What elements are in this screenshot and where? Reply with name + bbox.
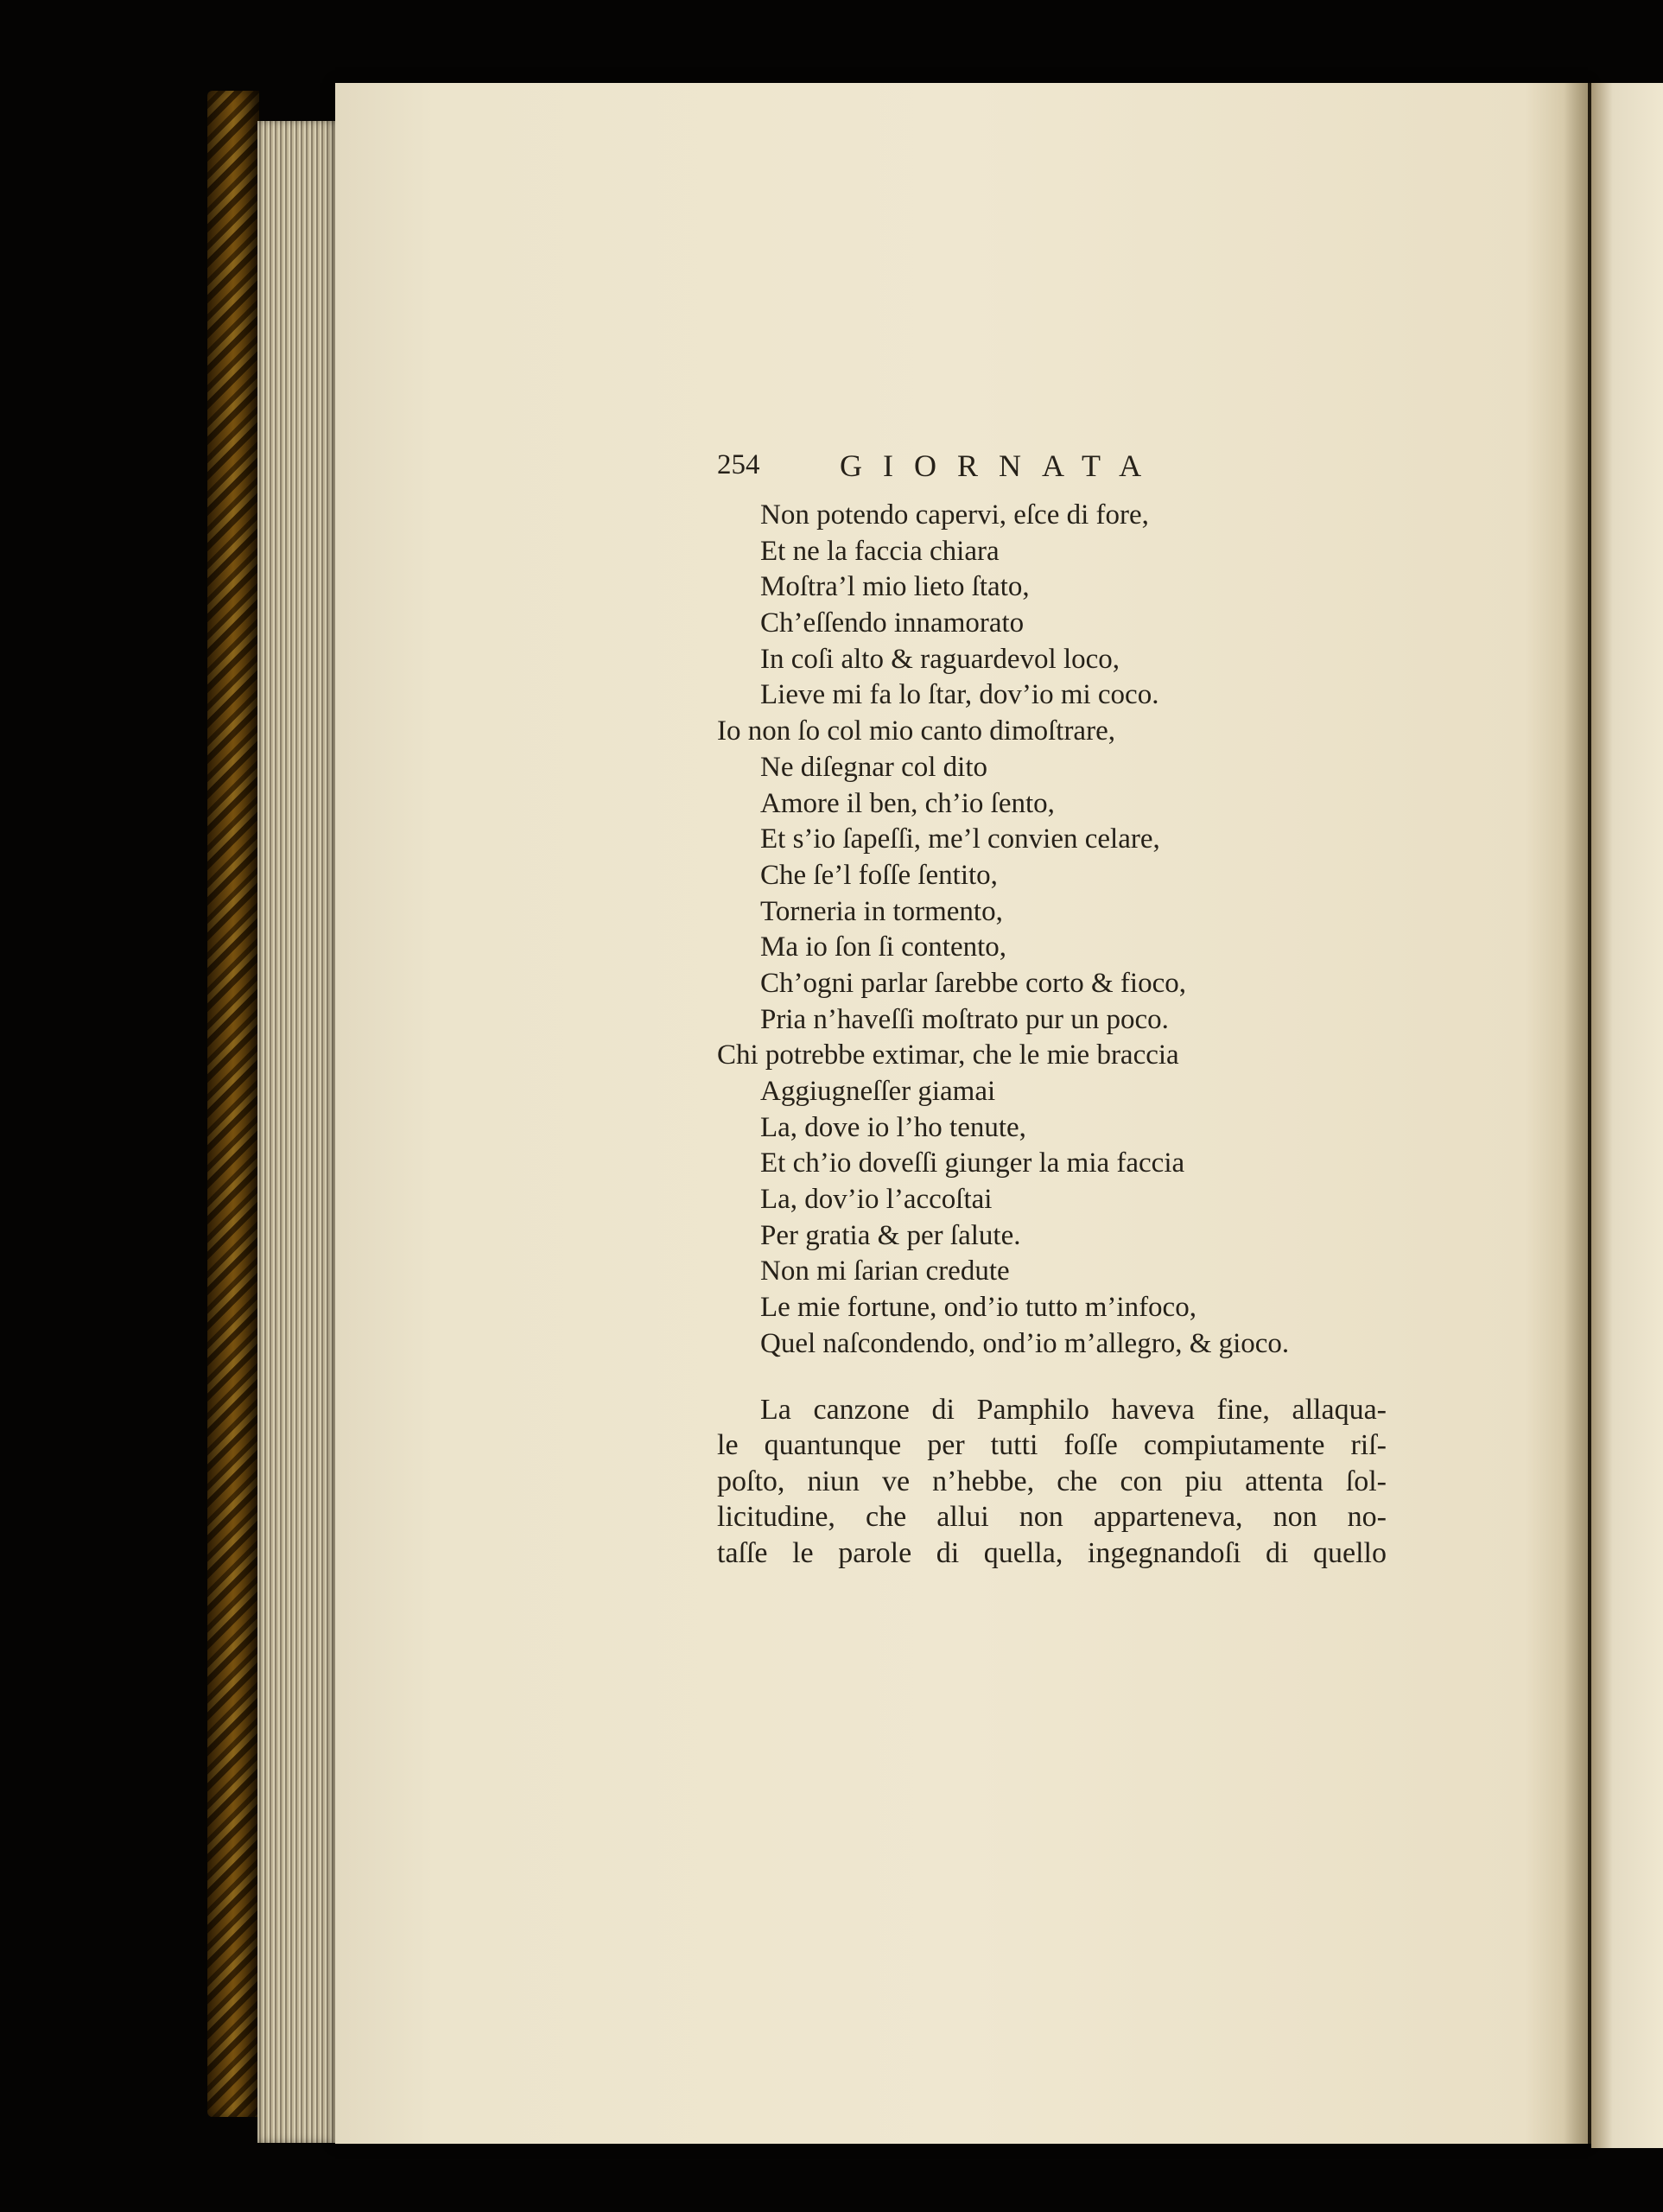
prose-line: poſto, niun ve n’hebbe, che con piu attenta ſol-: [717, 1465, 1387, 1497]
poem-line: Ne diſegnar col dito: [760, 751, 988, 783]
poem-line: Et ch’io doveſſi giunger la mia faccia: [760, 1147, 1185, 1179]
page-number: 254: [717, 449, 760, 480]
page-edges: [257, 121, 342, 2143]
poem-line: Amore il ben, ch’io ſento,: [760, 787, 1055, 819]
poem-line: Torneria in tormento,: [760, 895, 1003, 927]
poem-line: Ch’ogni parlar ſarebbe corto & fioco,: [760, 967, 1186, 999]
poem-block: [717, 498, 1387, 1363]
poem-line: Le mie fortune, ond’io tutto m’infoco,: [760, 1292, 1196, 1324]
poem-line: Aggiugneſſer giamai: [760, 1076, 996, 1107]
poem-line: Quel naſcondendo, ond’io m’allegro, & gioco.: [760, 1327, 1290, 1359]
poem-line: Lieve mi fa lo ſtar, dov’io mi coco.: [760, 679, 1159, 711]
poem-line: Ma io ſon ſi contento,: [760, 931, 1007, 963]
poem-line: Moſtra’l mio lieto ſtato,: [760, 571, 1030, 603]
prose-line: le quantunque per tutti foſſe compiutamente riſ-: [717, 1429, 1387, 1461]
poem-line: Ch’eſſendo innamorato: [760, 607, 1025, 639]
poem-line: Per gratia & per ſalute.: [760, 1219, 1021, 1251]
poem-line: Pria n’haveſſi moſtrato pur un poco.: [760, 1003, 1169, 1035]
book-gutter: [1564, 83, 1595, 2144]
prose-line: taſſe le parole di quella, ingegnandoſi di quello: [717, 1536, 1387, 1569]
poem-line: Et s’io ſapeſſi, me’l convien celare,: [760, 823, 1160, 855]
poem-line: Chi potrebbe extimar, che le mie braccia: [717, 1039, 1179, 1071]
poem-line: La, dov’io l’accoſtai: [760, 1184, 993, 1216]
page-text-block: [717, 449, 1387, 1571]
poem-line: Che ſe’l foſſe ſentito,: [760, 859, 998, 891]
poem-line: La, dove io l’ho tenute,: [760, 1111, 1026, 1143]
page-header: GIORNATA: [840, 448, 1163, 483]
prose-line: La canzone di Pamphilo haveva fine, allaqua-: [760, 1393, 1387, 1426]
prose-paragraph: [717, 1392, 1387, 1572]
prose-line: licitudine, che allui non apparteneva, non no-: [717, 1501, 1387, 1533]
poem-line: In coſi alto & raguardevol loco,: [760, 643, 1120, 675]
poem-line: Et ne la faccia chiara: [760, 535, 1000, 567]
running-head: [717, 449, 1387, 496]
poem-line: Io non ſo col mio canto dimoſtrare,: [717, 715, 1115, 747]
poem-line: Non potendo capervi, eſce di fore,: [760, 499, 1149, 531]
poem-line: Non mi ſarian credute: [760, 1255, 1010, 1287]
facing-page-edge: [1591, 83, 1663, 2148]
book-binding: [207, 91, 259, 2117]
